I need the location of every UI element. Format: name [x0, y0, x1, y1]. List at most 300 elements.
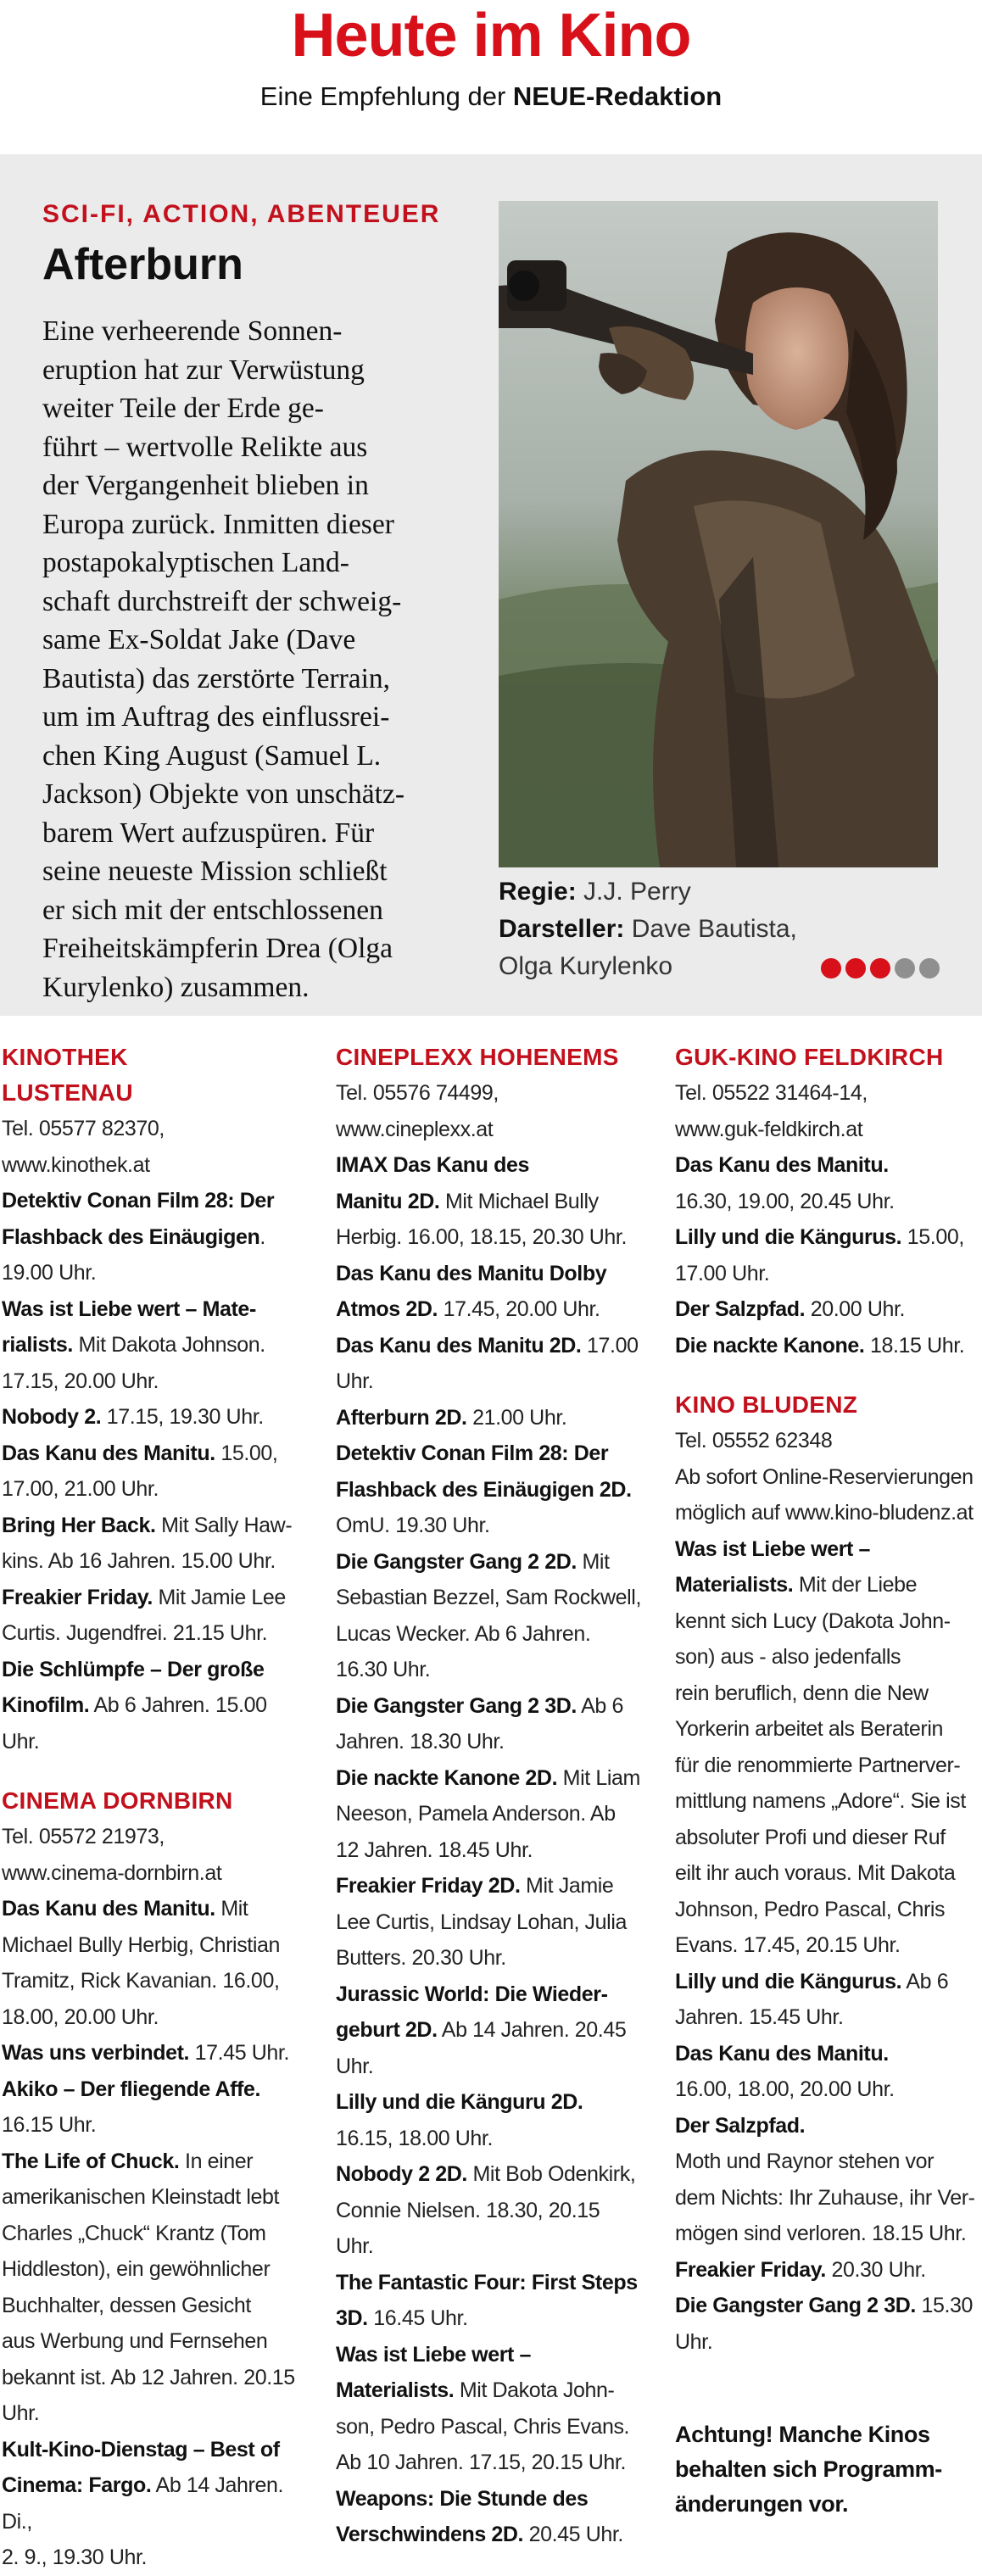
- film-details: Mit Bob Odenkirk,: [466, 2162, 636, 2186]
- film-details: Mit Michael Bully: [439, 1189, 599, 1213]
- text-line: [336, 1688, 643, 1725]
- text-line: [336, 1616, 643, 1653]
- film-details: Curtis. Jugendfrei. 21.15 Uhr.: [2, 1621, 268, 1645]
- text-line: [2, 2360, 307, 2396]
- film-title: IMAX Das Kanu des: [336, 1153, 529, 1177]
- film-details: 18.00, 20.00 Uhr.: [2, 2004, 159, 2029]
- text-line: [336, 1796, 643, 1832]
- text-line: [336, 1256, 643, 1292]
- film-details: bekannt ist. Ab 12 Jahren. 20.15: [2, 2365, 295, 2389]
- film-entry: [2, 2035, 307, 2071]
- film-title: Akiko – Der fliegende Affe.: [2, 2077, 261, 2101]
- text-line: [2, 2035, 307, 2071]
- film-details: aus Werbung und Fernsehen: [2, 2329, 268, 2353]
- synopsis-line: postapokalyptischen Land-: [42, 547, 349, 578]
- film-title: Detektiv Conan Film 28: Der: [336, 1441, 609, 1465]
- subtitle-brand: NEUE-Redaktion: [512, 81, 723, 111]
- film-details: Sebastian Bezzel, Sam Rockwell,: [336, 1586, 641, 1609]
- text-line: [336, 1544, 643, 1581]
- film-entry: [336, 2337, 643, 2481]
- text-line: [2, 1891, 307, 1927]
- text-line: [336, 1724, 643, 1760]
- cinema-name: [675, 1387, 982, 1423]
- page-subtitle: [0, 81, 982, 112]
- film-details: Evans. 17.45, 20.15 Uhr.: [675, 1933, 901, 1957]
- text-line: [675, 1184, 982, 1220]
- film-entry: [675, 1328, 982, 1364]
- text-line: GUK-KINO FELDKIRCH: [675, 1044, 944, 1070]
- film-details: kins. Ab 16 Jahren. 15.00 Uhr.: [2, 1549, 276, 1573]
- text-line: [675, 1256, 982, 1292]
- text-line: [336, 1472, 643, 1508]
- listing-column-3: [675, 1040, 982, 2522]
- film-details: Uhr.: [336, 2054, 374, 2078]
- text-line: [2, 2323, 307, 2360]
- film-details: 12 Jahren. 18.45 Uhr.: [336, 1837, 533, 1862]
- synopsis-line: der Vergangenheit blieben in: [42, 470, 369, 501]
- text-line: [336, 2049, 643, 2085]
- rating-dot: [845, 958, 866, 979]
- cinema-contact: [336, 1075, 643, 1147]
- synopsis-line: Jackson) Objekte von unschätz-: [42, 778, 405, 810]
- text-line: [2, 1999, 307, 2036]
- film-entry: [675, 1147, 982, 1219]
- text-line: [675, 1964, 982, 2000]
- film-title: Materialists.: [336, 2378, 455, 2402]
- cast-line: [499, 911, 940, 948]
- film-title: Freakier Friday 2D.: [336, 1874, 521, 1898]
- film-details: absoluter Profi und dieser Ruf: [675, 1825, 946, 1849]
- film-details: 20.00 Uhr.: [805, 1297, 906, 1321]
- film-details: rein beruflich, denn die New: [675, 1681, 929, 1705]
- spacer: [2, 1759, 307, 1783]
- film-title: Was ist Liebe wert –: [336, 2342, 532, 2367]
- film-details: 19.00 Uhr.: [2, 1261, 97, 1285]
- text-line: [675, 2180, 982, 2216]
- film-title: Flashback des Einäugigen: [2, 1224, 260, 1249]
- text-line: [336, 2337, 643, 2373]
- text-line: [2, 1255, 307, 1291]
- film-details: 17.15, 19.30 Uhr.: [101, 1405, 264, 1429]
- text-line: [336, 2409, 643, 2445]
- film-still-image: [499, 201, 938, 867]
- listing-column-1: [2, 1040, 307, 2576]
- film-title: Bring Her Back.: [2, 1513, 156, 1537]
- film-details: Uhr.: [675, 2329, 713, 2354]
- text-line: [2, 1543, 307, 1580]
- text-line: [2, 2107, 307, 2144]
- film-details: Mit Dakota Johnson.: [72, 1333, 265, 1357]
- film-details: Ab 6 Jahren. 15.00 Uhr.: [2, 1693, 267, 1754]
- film-details: Ab 6: [576, 1693, 623, 1718]
- text-line: KINOTHEK: [2, 1044, 128, 1070]
- film-title: Nobody 2.: [2, 1405, 102, 1429]
- synopsis-line: Eine verheerende Sonnen-: [42, 315, 343, 347]
- cinema-contact: [2, 1819, 307, 1891]
- text-line: [336, 2517, 643, 2553]
- text-line: [675, 1219, 982, 1256]
- film-title: Was uns verbindet.: [2, 2041, 190, 2065]
- film-title: Die Gangster Gang 2 2D.: [336, 1549, 577, 1574]
- film-title: Materialists.: [675, 1573, 794, 1597]
- film-title: Das Kanu des Manitu.: [2, 1897, 215, 1921]
- cast-names-1: Dave Bautista,: [631, 915, 797, 943]
- film-entry: [675, 1964, 982, 2036]
- featured-genre: SCI-FI, ACTION, ABENTEUER: [42, 200, 441, 228]
- text-line: [675, 2252, 982, 2289]
- film-title: Das Kanu des Manitu.: [675, 2041, 889, 2066]
- film-details: 17.45, 20.00 Uhr.: [438, 1297, 600, 1321]
- text-line: [336, 1219, 643, 1256]
- film-entry: [2, 1508, 307, 1580]
- featured-synopsis: [42, 312, 483, 1006]
- film-title: Manitu 2D.: [336, 1189, 440, 1213]
- film-title: The Fantastic Four: First Steps: [336, 2270, 638, 2294]
- synopsis-line: Bautista) das zerstörte Terrain,: [42, 662, 391, 694]
- text-line: [336, 2012, 643, 2049]
- page-header: [0, 0, 982, 154]
- film-title: Das Kanu des Manitu Dolby: [336, 1261, 607, 1285]
- film-details: Mit Sally Haw-: [155, 1513, 293, 1537]
- film-entry: [2, 2144, 307, 2432]
- synopsis-line: Freiheitskämpferin Drea (Olga: [42, 933, 393, 964]
- text-line: [675, 1291, 982, 1328]
- film-title: Lilly und die Känguru 2D.: [336, 2090, 583, 2114]
- text-line: [2, 2179, 307, 2216]
- cinema-name: [336, 1040, 643, 1075]
- film-title: geburt 2D.: [336, 2018, 438, 2042]
- director-name: J.J. Perry: [583, 878, 691, 906]
- cast-label: Darsteller:: [499, 915, 625, 943]
- text-line: [2, 2395, 307, 2432]
- featured-film: [0, 154, 982, 1016]
- text-line: Tel. 05552 62348: [675, 1429, 833, 1452]
- text-line: [2, 1615, 307, 1652]
- film-details: für die renommierte Partnerver-: [675, 1753, 961, 1777]
- synopsis-line: um im Auftrag des einflussrei-: [42, 701, 390, 733]
- text-line: [675, 1783, 982, 1820]
- text-line: [675, 1147, 982, 1184]
- text-line: [2, 2288, 307, 2324]
- film-entry: [675, 1219, 982, 1291]
- featured-title: Afterburn: [42, 240, 243, 289]
- film-details: Butters. 20.30 Uhr.: [336, 1946, 506, 1970]
- film-details: Herbig. 16.00, 18.15, 20.30 Uhr.: [336, 1225, 627, 1249]
- film-title: Die Schlümpfe – Der große: [2, 1657, 265, 1681]
- film-details: Moth und Raynor stehen vor: [675, 2149, 935, 2173]
- film-title: Was ist Liebe wert –: [675, 1536, 871, 1561]
- film-details: 16.30 Uhr.: [336, 1658, 431, 1681]
- film-entry: [336, 2265, 643, 2337]
- text-line: [336, 1147, 643, 1184]
- text-line: [336, 2445, 643, 2481]
- film-details: Mit: [576, 1549, 610, 1574]
- text-line: [675, 1328, 982, 1364]
- film-details: amerikanischen Kleinstadt lebt: [2, 2185, 280, 2209]
- film-details: 17.00: [581, 1333, 639, 1358]
- text-line: [336, 2156, 643, 2193]
- film-details: Buchhalter, dessen Gesicht: [2, 2293, 251, 2317]
- text-line: [2, 2540, 307, 2576]
- film-title: Lilly und die Kängurus.: [675, 1225, 902, 1249]
- film-details: Ab 14 Jahren. Di.,: [2, 2473, 284, 2534]
- cinema-name: [2, 1783, 307, 1819]
- text-line: [2, 2467, 307, 2540]
- rating-dots: [821, 958, 940, 982]
- film-title: Nobody 2 2D.: [336, 2162, 467, 2186]
- text-line: [2, 1471, 307, 1508]
- text-line: [2, 2216, 307, 2252]
- film-details: 16.15, 18.00 Uhr.: [336, 2126, 494, 2150]
- film-title: Die Gangster Gang 2 3D.: [675, 2294, 916, 2317]
- film-details: Mit Jamie Lee: [152, 1585, 286, 1609]
- film-entry: [336, 2084, 643, 2156]
- film-entry: [2, 1891, 307, 2035]
- film-title: Der Salzpfad.: [675, 2113, 806, 2138]
- text-line: [675, 1820, 982, 1856]
- text-line: [675, 2036, 982, 2072]
- synopsis-line: barem Wert aufzuspüren. Für: [42, 817, 375, 849]
- text-line: [2, 1436, 307, 1472]
- page-title: Heute im Kino: [291, 2, 691, 70]
- film-title: Die Gangster Gang 2 3D.: [336, 1693, 577, 1718]
- film-title: Atmos 2D.: [336, 1297, 438, 1321]
- text-line: [2, 2071, 307, 2108]
- film-title: Das Kanu des Manitu 2D.: [336, 1333, 582, 1358]
- text-line: [675, 2324, 982, 2361]
- text-line: Tel. 05577 82370, www.kinothek.at: [2, 1117, 165, 1177]
- film-details: Yorkerin arbeitet als Beraterin: [675, 1717, 944, 1741]
- program-note: [675, 2417, 982, 2522]
- film-details: 16.15 Uhr.: [2, 2113, 97, 2137]
- film-entry: [336, 1436, 643, 1544]
- film-details: mittlung namens „Adore“. Sie ist: [675, 1789, 966, 1813]
- film-details: 20.30 Uhr.: [825, 2257, 926, 2282]
- cinema-contact: [675, 1075, 982, 1147]
- text-line: [336, 1363, 643, 1400]
- film-details: Tramitz, Rick Kavanian. 16.00,: [2, 1969, 280, 1993]
- film-title: Der Salzpfad.: [675, 1297, 806, 1321]
- text-line: [336, 2121, 643, 2157]
- film-title: Das Kanu des Manitu.: [675, 1153, 889, 1177]
- film-details: 20.45 Uhr.: [523, 2523, 623, 2546]
- film-title: Lilly und die Kängurus.: [675, 1969, 902, 1993]
- film-details: Uhr.: [336, 1369, 374, 1393]
- text-line: [675, 2071, 982, 2108]
- film-title: Weapons: Die Stunde des: [336, 2486, 589, 2511]
- text-line: [336, 1868, 643, 1904]
- film-details: Hiddleston), ein gewöhnlicher: [2, 2257, 271, 2281]
- text-line: [2, 1327, 307, 1363]
- film-entry: [336, 1977, 643, 2085]
- subtitle-prefix: Eine Empfehlung der: [259, 81, 506, 111]
- rating-dot: [919, 958, 940, 979]
- text-line: [675, 1676, 982, 1712]
- film-details: 18.15 Uhr.: [864, 1333, 965, 1358]
- film-details: 17.00, 21.00 Uhr.: [2, 1477, 159, 1501]
- text-line: [336, 2481, 643, 2517]
- film-details: mögen sind verloren. 18.15 Uhr.: [675, 2222, 967, 2245]
- film-title: Afterburn 2D.: [336, 1405, 467, 1430]
- text-line: [2, 1363, 307, 1400]
- film-title: Verschwindens 2D.: [336, 2523, 524, 2546]
- text-line: [2, 1652, 307, 1688]
- film-details: OmU. 19.30 Uhr.: [336, 1514, 490, 1537]
- film-title: Die nackte Kanone.: [675, 1333, 865, 1358]
- text-line: [675, 1892, 982, 1928]
- text-line: [675, 2144, 982, 2180]
- synopsis-line: seine neueste Mission schließt: [42, 856, 388, 887]
- text-line: [675, 1999, 982, 2036]
- film-entry: [336, 1544, 643, 1688]
- synopsis-line: eruption hat zur Verwüstung: [42, 354, 365, 386]
- film-title: Kinofilm.: [2, 1693, 90, 1717]
- film-title: Kult-Kino-Dienstag – Best of: [2, 2437, 280, 2462]
- film-title: Was ist Liebe wert – Mate-: [2, 1296, 256, 1321]
- film-entry: [336, 1328, 643, 1400]
- text-line: www.guk-feldkirch.at: [675, 1117, 863, 1141]
- film-entry: [336, 1256, 643, 1328]
- film-details: 17.15, 20.00 Uhr.: [2, 1369, 159, 1393]
- text-line: [2, 1399, 307, 1436]
- film-details: 15.30: [915, 2294, 974, 2317]
- film-details: Ab 10 Jahren. 17.15, 20.15 Uhr.: [336, 2451, 627, 2474]
- synopsis-line: same Ex-Soldat Jake (Dave: [42, 624, 356, 655]
- film-details: .: [259, 1224, 265, 1249]
- film-details: 16.00, 18.00, 20.00 Uhr.: [675, 2077, 895, 2101]
- text-line: [675, 1567, 982, 1603]
- text-line: Tel. 05576 74499, www.cineplexx.at: [336, 1081, 499, 1141]
- text-line: behalten sich Programm-: [675, 2456, 942, 2482]
- text-line: [2, 1580, 307, 1616]
- text-line: [2, 1963, 307, 1999]
- synopsis-line: schaft durchstreift der schweig-: [42, 585, 402, 617]
- film-details: Michael Bully Herbig, Christian: [2, 1932, 281, 1957]
- spacer: [675, 2360, 982, 2417]
- cinema-name: [2, 1040, 307, 1111]
- director-label: Regie:: [499, 878, 577, 906]
- film-entry: [675, 2252, 982, 2289]
- film-title: Flashback des Einäugigen 2D.: [336, 1477, 632, 1502]
- text-line: [336, 1977, 643, 2013]
- cast-names-2: Olga Kurylenko: [499, 952, 673, 980]
- text-line: [2, 2251, 307, 2288]
- text-line: CINEPLEXX HOHENEMS: [336, 1044, 619, 1070]
- film-details: Mit Dakota John-: [454, 2378, 615, 2402]
- text-line: [2, 1291, 307, 1328]
- film-details: Ab 14 Jahren. 20.45: [437, 2018, 627, 2042]
- cinema-name: [675, 1040, 982, 1075]
- text-line: änderungen vor.: [675, 2491, 849, 2517]
- film-entry: [336, 1760, 643, 1869]
- text-line: [336, 1400, 643, 1436]
- text-line: [675, 1855, 982, 1892]
- film-title: rialists.: [2, 1333, 73, 1357]
- text-line: Tel. 05572 21973,: [2, 1825, 165, 1848]
- film-entry: [2, 1183, 307, 1291]
- text-line: [2, 1183, 307, 1219]
- text-line: [336, 1328, 643, 1364]
- film-entry: [336, 1868, 643, 1977]
- text-line: [336, 2300, 643, 2337]
- film-title: 3D.: [336, 2306, 368, 2330]
- rating-dot: [870, 958, 890, 979]
- film-details: 15.00,: [215, 1441, 278, 1465]
- synopsis-line: er sich mit der entschlossenen: [42, 894, 383, 926]
- film-title: Freakier Friday.: [675, 2257, 826, 2282]
- text-line: [336, 2265, 643, 2301]
- text-line: [336, 1291, 643, 1328]
- film-title: Die nackte Kanone 2D.: [336, 1765, 558, 1790]
- synopsis-line: weiter Teile der Erde ge-: [42, 393, 324, 424]
- cinema-contact: [2, 1111, 307, 1183]
- text-line: möglich auf www.kino-bludenz.at: [675, 1501, 974, 1525]
- text-line: [336, 1436, 643, 1472]
- film-details: 16.45 Uhr.: [367, 2306, 468, 2330]
- text-line: Tel. 05522 31464-14,: [675, 1081, 868, 1105]
- film-details: Mit: [215, 1897, 248, 1921]
- film-title: Jurassic World: Die Wieder-: [336, 1982, 608, 2006]
- film-details: Mit der Liebe: [793, 1573, 918, 1597]
- film-details: dem Nichts: Ihr Zuhause, ihr Ver-: [675, 2185, 975, 2210]
- text-line: [336, 1832, 643, 1869]
- text-line: [675, 1603, 982, 1640]
- text-line: [2, 1687, 307, 1759]
- text-line: [2, 2432, 307, 2468]
- film-details: Charles „Chuck“ Krantz (Tom: [2, 2221, 266, 2245]
- film-details: 21.00 Uhr.: [466, 1405, 567, 1430]
- text-line: [336, 1904, 643, 1941]
- cinema-listings: [0, 1040, 982, 2569]
- film-entry: [675, 2288, 982, 2360]
- text-line: Ab sofort Online-Reservierungen: [675, 1464, 974, 1489]
- text-line: [336, 1184, 643, 1220]
- text-line: [675, 1927, 982, 1964]
- film-title: Das Kanu des Manitu.: [2, 1441, 215, 1465]
- film-title: The Life of Chuck.: [2, 2149, 180, 2173]
- film-entry: [2, 1436, 307, 1508]
- film-entry: [336, 1688, 643, 1760]
- synopsis-line: chen King August (Samuel L.: [42, 739, 382, 772]
- text-line: CINEMA DORNBIRN: [2, 1787, 233, 1814]
- synopsis-line: Europa zurück. Inmitten dieser: [42, 508, 394, 540]
- film-details: Ab 6: [901, 1969, 949, 1993]
- listing-column-2: [336, 1040, 643, 2553]
- text-line: [675, 2216, 982, 2252]
- film-details: Mit Jamie: [520, 1874, 614, 1898]
- featured-film-photo: [499, 201, 938, 867]
- film-details: Connie Nielsen. 18.30, 20.15 Uhr.: [336, 2198, 600, 2258]
- synopsis-line: Kurylenko) zusammen.: [42, 971, 310, 1003]
- film-details: Jahren. 18.30 Uhr.: [336, 1730, 505, 1754]
- text-line: www.cinema-dornbirn.at: [2, 1860, 222, 1885]
- film-entry: [675, 1531, 982, 1964]
- film-entry: [2, 1580, 307, 1652]
- cinema-contact: [675, 1423, 982, 1531]
- film-details: Johnson, Pedro Pascal, Chris: [675, 1897, 946, 1921]
- rating-dot: [821, 958, 841, 979]
- text-line: [2, 1219, 307, 1256]
- text-line: [675, 1639, 982, 1676]
- film-details: Lucas Wecker. Ab 6 Jahren.: [336, 1621, 591, 1646]
- film-details: Jahren. 15.45 Uhr.: [675, 2005, 844, 2029]
- film-entry: [675, 2036, 982, 2108]
- text-line: [675, 1711, 982, 1748]
- text-line: [2, 2144, 307, 2180]
- text-line: [675, 1748, 982, 1784]
- film-entry: [336, 2481, 643, 2553]
- film-entry: [336, 2156, 643, 2265]
